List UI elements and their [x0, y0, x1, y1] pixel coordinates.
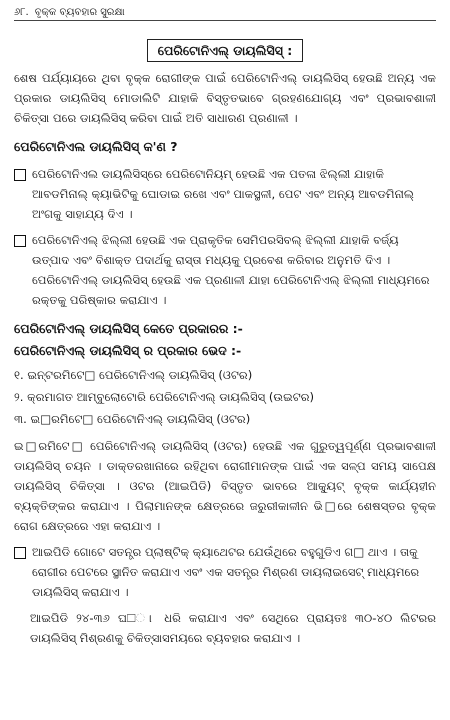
running-header: [14, 0, 436, 21]
bullet-text: ପେରିଟୋନିଏଲ୍ ଝିଲ୍ଲୀ ହେଉଛି ଏକ ପ୍ରାକୃତିକ ସେମିପରସିବଲ୍ ଝିଲ୍ଲୀ ଯାହାକି ବର୍ଜ୍ୟ ଉତ୍ପାଦ ଏବଂ ବିଶାକ୍ତ ପଦାର୍ଥକୁ ରାସ୍ତା ମଧ୍ୟକୁ ପ୍ରବେଶ କରିବାର ଅନୁମତି ଦିଏ । ପେରିଟୋନିଏଲ୍ ଡାୟଲିସିସ୍ ହେଉଛି ଏକ ପ୍ରଣାଳୀ ଯାହା ପେରିଟୋନିଏଲ୍ ଝିଲ୍ଲୀ ମାଧ୍ୟମରେ ରକ୍ତକୁ ପରିଷ୍କାର କରାଯାଏ ।: [32, 233, 430, 307]
bullet-item: [14, 164, 436, 224]
bullet-item: [14, 230, 436, 310]
checkbox-bullet-icon: [14, 169, 26, 181]
types-list: [14, 364, 436, 430]
checkbox-bullet-icon: [14, 235, 26, 247]
bullet-item: [14, 542, 436, 602]
ipd-duration-paragraph: ଆଇପିଡି ୨୪-୩୬ ଘ□ା ଧରି କରାଯାଏ ଏବଂ ସେଥିରେ ପ୍ରାୟତଃ ୩୦-୪୦ ଲିଟରର ଡାୟଲିସିସ୍ ମିଶ୍ରଣକୁ ଚିକିତ୍ସାସମୟରେ ବ୍ୟବହାର କରାଯାଏ ।: [30, 611, 436, 645]
page-number: ୬୮.: [14, 6, 29, 18]
intro-paragraph: ଶେଷ ପର୍ଯ୍ୟାୟରେ ଥିବା ବୃକ୍କ ରୋଗୀଙ୍କ ପାଇଁ ପେରିଟୋନିଏଲ୍ ଡାୟଲିସିସ୍ ହେଉଛି ଅନ୍ୟ ଏକ ପ୍ରକାର ଡାୟଲିସିସ୍ ମୋଡାଲିଟି ଯାହାକି ବିସ୍ତୃତଭାବେ ଗ୍ରହଣଯୋଗ୍ୟ ଏବଂ ପ୍ରଭାବଶାଳୀ ଚିକିତ୍ସା ପରେ ଡାୟଲିସିସ୍ କରିବା ପାଇଁ ଅତି ସାଧାରଣ ପ୍ରଣାଳୀ ।: [14, 71, 436, 125]
ipd-paragraph: ଇ□ରମିଟେ□ ପେରିଟୋନିଏଲ୍ ଡାୟଲିସିସ୍ (ଓଟର) ହେଉଛି ଏକ ଗୁରୁତ୍ୱପୂର୍ଣ୍ଣ ପ୍ରଭାବଶାଳୀ ଡାୟଲିସିସ୍ ଚୟନ । ଡାକ୍ତରଖାନାରେ ରହିଥିବା ରୋଗୀମାନଙ୍କ ପାଇଁ ଏକ ସଳ୍ପ ସମୟ ସାପେକ୍ଷ ଡାୟଲିସିସ୍ ଚିକିତ୍ସା । ଓଟର (ଆଇପିଡି) ବିସ୍ତୃତ ଭାବରେ ଆକ୍ୟୁଟ୍ ବୃକ୍କ କାର୍ଯ୍ୟହୀନ ବ୍ୟକ୍ତିଙ୍କର କରାଯାଏ । ପିଲାମାନଙ୍କ କ୍ଷେତ୍ରରେ ଜରୁରୀକାଳୀନ ଭି□ରେ ଶେଷସ୍ତର ବୃକ୍କ ରୋଗ କ୍ଷେତ୍ରରେ ଏହା କରାଯାଏ ।: [14, 439, 436, 533]
list-item: ୩. ଇ□ରମିଟେ□ ପେରିଟୋନିଏଲ୍ ଡାୟଲିସିସ୍ (ଓଟର): [14, 412, 251, 426]
checkbox-bullet-icon: [14, 547, 26, 559]
document-page: [14, 0, 436, 720]
section-title: ପେରିଟୋନିଏଲ୍ ଡାୟଲିସିସ୍ :: [147, 39, 303, 62]
book-title: ବୃକ୍କ ବ୍ୟବହାର ସୁରକ୍ଷା: [34, 6, 125, 18]
list-item: ୧. ଇନ୍‌ଟରମିଟେ□ ପେରିଟୋନିଏଲ୍ ଡାୟଲିସିସ୍ (ଓଟର): [14, 368, 253, 382]
heading-what-is-pd: ପେରିଟୋନିଏଲ ଡାୟଲିସିସ୍ କ'ଣ ?: [14, 139, 178, 154]
list-item: ୨. କ୍ରମାଗତ ଆମ୍ବୁଲୋଟୋରି ପେରିଟୋନିଏଲ୍ ଡାୟଲିସିସ୍ (ଉଇଟର): [14, 390, 315, 404]
heading-types: ପେରିଟୋନିଏଲ୍ ଡାୟଲିସିସ୍ ର ପ୍ରକାର ଭେଦ :-: [14, 343, 242, 358]
bullet-text: ପେରିଟୋନିଏଲ ଡାୟଲିସିସ୍‌ରେ ପେରିଟୋନିୟମ୍ ହେଉଛି ଏକ ପତଳା ଝିଲ୍ଲୀ ଯାହାକି ଆବଡମିନାଲ୍ କ୍ୟାଭିଟିକୁ ଘୋଡାଇ ରଖେ ଏବଂ ପାକସ୍ଥଳୀ, ପେଟ ଏବଂ ଅନ୍ୟ ଆବଡମିନାଲ୍ ଅଂଗକୁ ସାହାଯ୍ୟ ଦିଏ ।: [32, 167, 415, 221]
bullet-text: ଆଇପିଡି ଗୋଟେ ସତନ୍ତ୍ର ପ୍ଲାଷ୍ଟିକ୍ କ୍ୟାଥେଟର ଯେଉଁଥିରେ ବହୁଗୁଡିଏ ଗ□ ଥାଏ । ତାକୁ ରୋଗୀର ପେଟରେ ସ୍ଥାନିତ କରାଯାଏ ଏବଂ ଏକ ସତନ୍ତ୍ର ମିଶ୍ରଣ ଡାୟଲାଇସେଟ୍ ମାଧ୍ୟମରେ ଡାୟଲିସିସ୍ କରାଯାଏ ।: [32, 545, 420, 599]
heading-how-many-types: ପେରିଟୋନିଏଲ୍ ଡାୟଲିସିସ୍ କେତେ ପ୍ରକାରର :-: [14, 321, 243, 336]
section-title-wrap: [14, 39, 436, 62]
